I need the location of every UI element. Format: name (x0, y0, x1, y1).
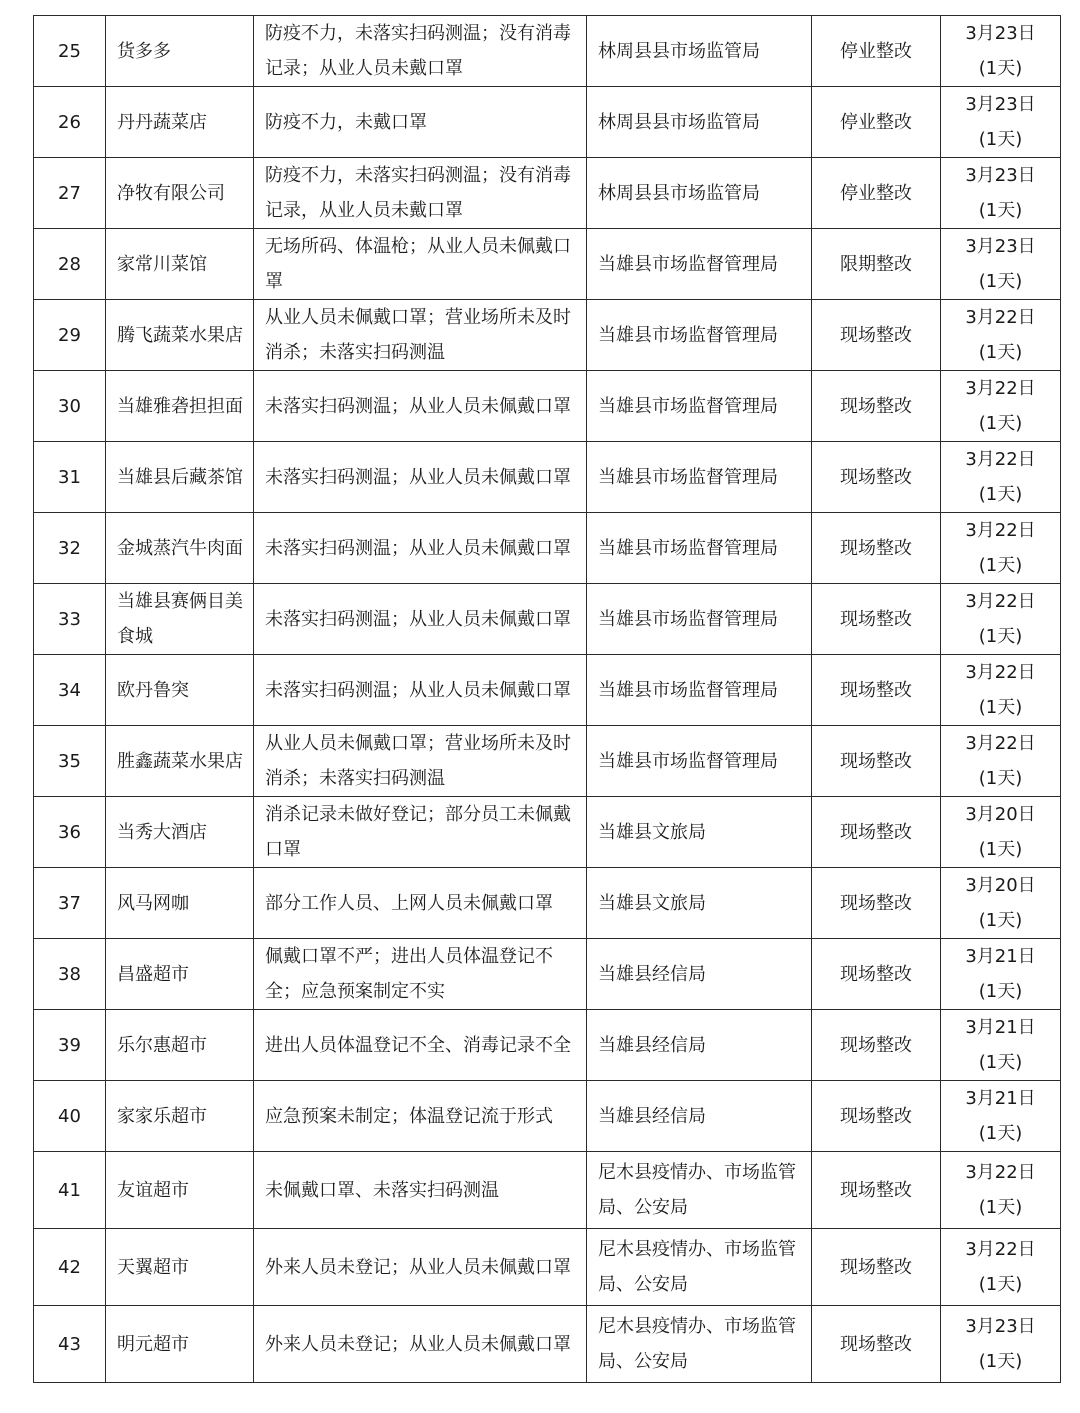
date-cell (941, 16, 1061, 87)
duration: (1天) (978, 981, 1023, 1002)
business-name: 明元超市 (106, 1306, 254, 1383)
duration: (1天) (978, 413, 1023, 434)
check-date: 3月22日 (965, 1239, 1036, 1260)
table-row (34, 513, 1061, 584)
business-name: 当雄县后藏茶馆 (106, 442, 254, 513)
row-number: 40 (34, 1081, 106, 1152)
business-name: 胜鑫蔬菜水果店 (106, 726, 254, 797)
issue-description: 未落实扫码测温；从业人员未佩戴口罩 (254, 655, 587, 726)
row-number: 42 (34, 1229, 106, 1306)
row-number: 27 (34, 158, 106, 229)
duration: (1天) (978, 697, 1023, 718)
issue-description: 从业人员未佩戴口罩；营业场所未及时消杀；未落实扫码测温 (254, 726, 587, 797)
rectification-action: 现场整改 (812, 300, 941, 371)
row-number: 41 (34, 1152, 106, 1229)
table-row (34, 229, 1061, 300)
row-number: 39 (34, 1010, 106, 1081)
table-row (34, 584, 1061, 655)
date-cell (941, 655, 1061, 726)
issue-description: 无场所码、体温枪；从业人员未佩戴口罩 (254, 229, 587, 300)
issue-description: 未落实扫码测温；从业人员未佩戴口罩 (254, 584, 587, 655)
business-name: 友谊超市 (106, 1152, 254, 1229)
supervising-department: 当雄县文旅局 (587, 868, 812, 939)
table-row (34, 87, 1061, 158)
table-row (34, 1229, 1061, 1306)
check-date: 3月22日 (965, 733, 1036, 754)
date-cell (941, 1152, 1061, 1229)
business-name: 当雄县赛俩目美食城 (106, 584, 254, 655)
issue-description: 外来人员未登记；从业人员未佩戴口罩 (254, 1306, 587, 1383)
check-date: 3月21日 (965, 946, 1036, 967)
rectification-action: 现场整改 (812, 513, 941, 584)
date-cell (941, 371, 1061, 442)
date-cell (941, 584, 1061, 655)
date-cell (941, 726, 1061, 797)
check-date: 3月23日 (965, 23, 1036, 44)
date-cell (941, 868, 1061, 939)
duration: (1天) (978, 1052, 1023, 1073)
supervising-department: 当雄县经信局 (587, 1010, 812, 1081)
rectification-action: 现场整改 (812, 1152, 941, 1229)
supervising-department: 当雄县市场监督管理局 (587, 300, 812, 371)
check-date: 3月22日 (965, 662, 1036, 683)
rectification-action: 现场整改 (812, 442, 941, 513)
supervising-department: 当雄县市场监督管理局 (587, 442, 812, 513)
duration: (1天) (978, 839, 1023, 860)
date-cell (941, 797, 1061, 868)
table-body (34, 16, 1061, 1383)
duration: (1天) (978, 768, 1023, 789)
row-number: 43 (34, 1306, 106, 1383)
date-cell (941, 1306, 1061, 1383)
rectification-action: 现场整改 (812, 726, 941, 797)
date-cell (941, 87, 1061, 158)
check-date: 3月22日 (965, 1162, 1036, 1183)
duration: (1天) (978, 129, 1023, 150)
rectification-action: 现场整改 (812, 655, 941, 726)
rectification-action: 限期整改 (812, 229, 941, 300)
rectification-action: 现场整改 (812, 1306, 941, 1383)
row-number: 32 (34, 513, 106, 584)
check-date: 3月22日 (965, 378, 1036, 399)
supervising-department: 当雄县市场监督管理局 (587, 655, 812, 726)
date-cell (941, 1081, 1061, 1152)
rectification-action: 现场整改 (812, 797, 941, 868)
duration: (1天) (978, 626, 1023, 647)
table-row (34, 939, 1061, 1010)
supervising-department: 当雄县市场监督管理局 (587, 513, 812, 584)
date-cell (941, 513, 1061, 584)
table-row (34, 655, 1061, 726)
issue-description: 外来人员未登记；从业人员未佩戴口罩 (254, 1229, 587, 1306)
business-name: 货多多 (106, 16, 254, 87)
table-row (34, 868, 1061, 939)
issue-description: 消杀记录未做好登记；部分员工未佩戴口罩 (254, 797, 587, 868)
issue-description: 未佩戴口罩、未落实扫码测温 (254, 1152, 587, 1229)
business-name: 净牧有限公司 (106, 158, 254, 229)
issue-description: 应急预案未制定；体温登记流于形式 (254, 1081, 587, 1152)
row-number: 25 (34, 16, 106, 87)
duration: (1天) (978, 484, 1023, 505)
business-name: 天翼超市 (106, 1229, 254, 1306)
date-cell (941, 1229, 1061, 1306)
business-name: 乐尔惠超市 (106, 1010, 254, 1081)
supervising-department: 当雄县文旅局 (587, 797, 812, 868)
issue-description: 从业人员未佩戴口罩；营业场所未及时消杀；未落实扫码测温 (254, 300, 587, 371)
supervising-department: 当雄县经信局 (587, 939, 812, 1010)
date-cell (941, 1010, 1061, 1081)
issue-description: 防疫不力，未落实扫码测温；没有消毒记录；从业人员未戴口罩 (254, 16, 587, 87)
supervising-department: 尼木县疫情办、市场监管局、公安局 (587, 1306, 812, 1383)
rectification-action: 现场整改 (812, 371, 941, 442)
issue-description: 未落实扫码测温；从业人员未佩戴口罩 (254, 442, 587, 513)
duration: (1天) (978, 58, 1023, 79)
duration: (1天) (978, 271, 1023, 292)
supervising-department: 当雄县市场监督管理局 (587, 229, 812, 300)
supervising-department: 尼木县疫情办、市场监管局、公安局 (587, 1229, 812, 1306)
duration: (1天) (978, 555, 1023, 576)
check-date: 3月21日 (965, 1088, 1036, 1109)
row-number: 34 (34, 655, 106, 726)
date-cell (941, 939, 1061, 1010)
rectification-action: 现场整改 (812, 1229, 941, 1306)
date-cell (941, 300, 1061, 371)
duration: (1天) (978, 910, 1023, 931)
business-name: 当雄雅砻担担面 (106, 371, 254, 442)
check-date: 3月20日 (965, 875, 1036, 896)
supervising-department: 林周县县市场监管局 (587, 16, 812, 87)
supervising-department: 当雄县经信局 (587, 1081, 812, 1152)
issue-description: 未落实扫码测温；从业人员未佩戴口罩 (254, 513, 587, 584)
table-row (34, 442, 1061, 513)
business-name: 家常川菜馆 (106, 229, 254, 300)
row-number: 28 (34, 229, 106, 300)
rectification-action: 现场整改 (812, 1081, 941, 1152)
table-row (34, 1152, 1061, 1229)
business-name: 丹丹蔬菜店 (106, 87, 254, 158)
issue-description: 佩戴口罩不严；进出人员体温登记不全；应急预案制定不实 (254, 939, 587, 1010)
check-date: 3月22日 (965, 449, 1036, 470)
check-date: 3月23日 (965, 94, 1036, 115)
issue-description: 防疫不力，未戴口罩 (254, 87, 587, 158)
supervising-department: 当雄县市场监督管理局 (587, 584, 812, 655)
row-number: 37 (34, 868, 106, 939)
issue-description: 防疫不力，未落实扫码测温；没有消毒记录，从业人员未戴口罩 (254, 158, 587, 229)
rectification-action: 现场整改 (812, 868, 941, 939)
check-date: 3月23日 (965, 236, 1036, 257)
duration: (1天) (978, 200, 1023, 221)
table-row (34, 1306, 1061, 1383)
date-cell (941, 442, 1061, 513)
check-date: 3月22日 (965, 307, 1036, 328)
supervising-department: 林周县县市场监管局 (587, 158, 812, 229)
duration: (1天) (978, 1123, 1023, 1144)
check-date: 3月22日 (965, 591, 1036, 612)
business-name: 金城蒸汽牛肉面 (106, 513, 254, 584)
table-row (34, 1010, 1061, 1081)
business-name: 风马网咖 (106, 868, 254, 939)
issue-description: 未落实扫码测温；从业人员未佩戴口罩 (254, 371, 587, 442)
supervising-department: 尼木县疫情办、市场监管局、公安局 (587, 1152, 812, 1229)
row-number: 36 (34, 797, 106, 868)
table-row (34, 371, 1061, 442)
issue-description: 进出人员体温登记不全、消毒记录不全 (254, 1010, 587, 1081)
supervising-department: 林周县县市场监管局 (587, 87, 812, 158)
business-name: 家家乐超市 (106, 1081, 254, 1152)
check-date: 3月23日 (965, 1316, 1036, 1337)
rectification-action: 停业整改 (812, 16, 941, 87)
row-number: 29 (34, 300, 106, 371)
duration: (1天) (978, 1197, 1023, 1218)
table-row (34, 158, 1061, 229)
duration: (1天) (978, 1274, 1023, 1295)
table-row (34, 726, 1061, 797)
date-cell (941, 229, 1061, 300)
rectification-action: 现场整改 (812, 1010, 941, 1081)
supervising-department: 当雄县市场监督管理局 (587, 371, 812, 442)
row-number: 33 (34, 584, 106, 655)
duration: (1天) (978, 1351, 1023, 1372)
table-row (34, 1081, 1061, 1152)
rectification-action: 现场整改 (812, 939, 941, 1010)
business-name: 腾飞蔬菜水果店 (106, 300, 254, 371)
row-number: 35 (34, 726, 106, 797)
row-number: 38 (34, 939, 106, 1010)
row-number: 31 (34, 442, 106, 513)
date-cell (941, 158, 1061, 229)
rectification-action: 停业整改 (812, 158, 941, 229)
supervising-department: 当雄县市场监督管理局 (587, 726, 812, 797)
table-row (34, 797, 1061, 868)
violations-table (33, 15, 1061, 1383)
check-date: 3月23日 (965, 165, 1036, 186)
business-name: 当秀大酒店 (106, 797, 254, 868)
check-date: 3月21日 (965, 1017, 1036, 1038)
rectification-action: 停业整改 (812, 87, 941, 158)
business-name: 欧丹鲁突 (106, 655, 254, 726)
row-number: 30 (34, 371, 106, 442)
business-name: 昌盛超市 (106, 939, 254, 1010)
check-date: 3月22日 (965, 520, 1036, 541)
rectification-action: 现场整改 (812, 584, 941, 655)
row-number: 26 (34, 87, 106, 158)
issue-description: 部分工作人员、上网人员未佩戴口罩 (254, 868, 587, 939)
table-row (34, 16, 1061, 87)
table-row (34, 300, 1061, 371)
check-date: 3月20日 (965, 804, 1036, 825)
duration: (1天) (978, 342, 1023, 363)
